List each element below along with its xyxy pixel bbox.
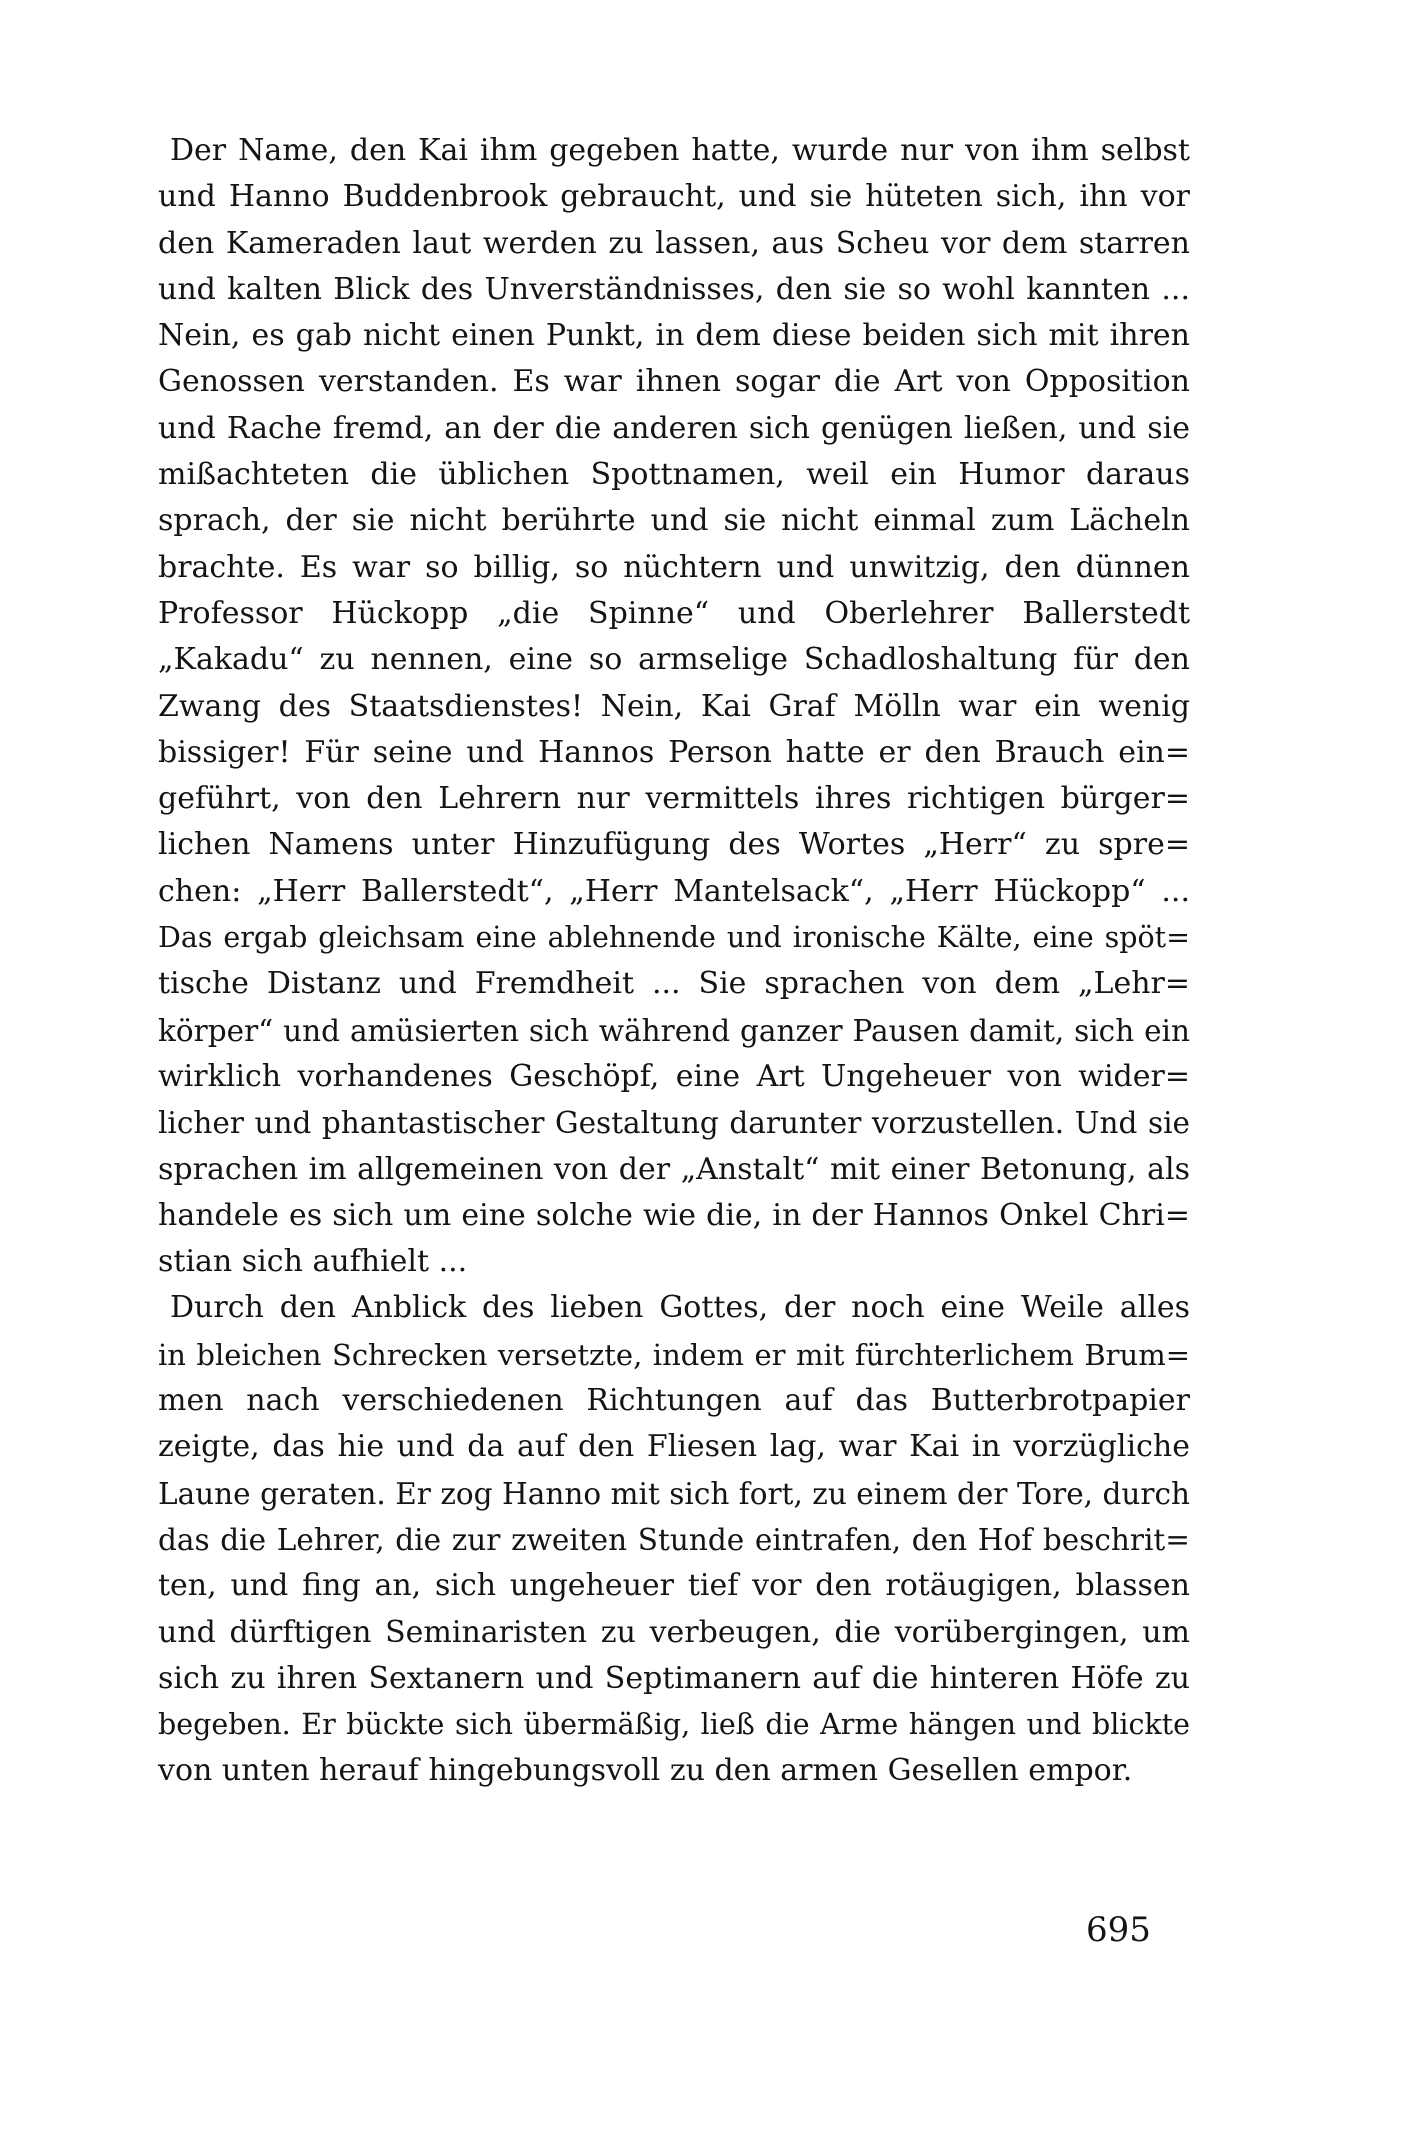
text-line: Durch den Anblick des lieben Gottes, der noch eine Weile alles — [170, 1290, 1190, 1326]
text-line: wirklich vorhandenes Geschöpf, eine Art Ungeheuer von wider= — [158, 1058, 1190, 1094]
text-line: in bleichen Schrecken versetzte, indem er mit fürchterlichem Brum= — [158, 1337, 1190, 1372]
text-line: ten, und fing an, sich ungeheuer tief vor den rotäugigen, blassen — [158, 1568, 1190, 1604]
text-line: bissiger! Für seine und Hannos Person hatte er den Brauch ein= — [158, 734, 1190, 770]
text-line: sprachen im allgemeinen von der „Anstalt“ mit einer Betonung, als — [158, 1151, 1190, 1187]
text-line: stian sich aufhielt ... — [158, 1244, 468, 1280]
text-line: den Kameraden laut werden zu lassen, aus Scheu vor dem starren — [158, 225, 1190, 261]
text-line: lichen Namens unter Hinzufügung des Wortes „Herr“ zu spre= — [158, 827, 1190, 863]
text-line: men nach verschiedenen Richtungen auf das Butterbrotpapier — [158, 1383, 1190, 1419]
text-line: Professor Hückopp „die Spinne“ und Oberlehrer Ballerstedt — [158, 595, 1190, 631]
text-line: licher und phantastischer Gestaltung darunter vorzustellen. Und sie — [158, 1106, 1190, 1141]
text-line: brachte. Es war so billig, so nüchtern und unwitzig, den dünnen — [158, 549, 1190, 585]
text-line: geführt, von den Lehrern nur vermittels ihres richtigen bürger= — [158, 781, 1190, 817]
paragraph — [158, 1285, 1190, 1794]
text-line: chen: „Herr Ballerstedt“, „Herr Mantelsack“, „Herr Hückopp“ ... — [158, 873, 1190, 909]
page-number: 695 — [1086, 1910, 1151, 1950]
text-line: Der Name, den Kai ihm gegeben hatte, wurde nur von ihm selbst — [170, 133, 1190, 168]
text-line: Genossen verstanden. Es war ihnen sogar die Art von Opposition — [158, 364, 1190, 400]
text-line: begeben. Er bückte sich übermäßig, ließ die Arme hängen und blickte — [158, 1708, 1190, 1742]
text-line: sprach, der sie nicht berührte und sie nicht einmal zum Lächeln — [158, 503, 1190, 539]
text-line: mißachteten die üblichen Spottnamen, weil ein Humor daraus — [158, 457, 1190, 493]
text-line: Das ergab gleichsam eine ablehnende und ironische Kälte, eine spöt= — [158, 921, 1190, 955]
text-line: „Kakadu“ zu nennen, eine so armselige Schadloshaltung für den — [158, 642, 1190, 678]
text-line: tische Distanz und Fremdheit ... Sie sprachen von dem „Lehr= — [158, 966, 1190, 1002]
body-text — [158, 128, 1190, 1795]
text-line: körper“ und amüsierten sich während ganzer Pausen damit, sich ein — [158, 1013, 1190, 1048]
paragraph — [158, 128, 1190, 1285]
text-line: das die Lehrer, die zur zweiten Stunde eintrafen, den Hof beschrit= — [158, 1522, 1190, 1557]
text-line: und dürftigen Seminaristen zu verbeugen, die vorübergingen, um — [158, 1614, 1190, 1650]
text-line: Nein, es gab nicht einen Punkt, in dem diese beiden sich mit ihren — [158, 318, 1190, 354]
text-line: Zwang des Staatsdienstes! Nein, Kai Graf Mölln war ein wenig — [158, 688, 1190, 724]
text-line: sich zu ihren Sextanern und Septimanern auf die hinteren Höfe zu — [158, 1660, 1190, 1696]
text-line: und Rache fremd, an der die anderen sich genügen ließen, und sie — [158, 410, 1190, 446]
text-line: handele es sich um eine solche wie die, in der Hannos Onkel Chri= — [158, 1197, 1190, 1233]
text-line: zeigte, das hie und da auf den Fliesen lag, war Kai in vorzügliche — [158, 1429, 1190, 1465]
text-line: von unten herauf hingebungsvoll zu den armen Gesellen empor. — [158, 1753, 1133, 1789]
text-line: und kalten Blick des Unverständnisses, den sie so wohl kannten ... — [158, 271, 1190, 307]
text-line: und Hanno Buddenbrook gebraucht, und sie hüteten sich, ihn vor — [158, 179, 1190, 215]
text-line: Laune geraten. Er zog Hanno mit sich fort, zu einem der Tore, durch — [158, 1476, 1190, 1511]
